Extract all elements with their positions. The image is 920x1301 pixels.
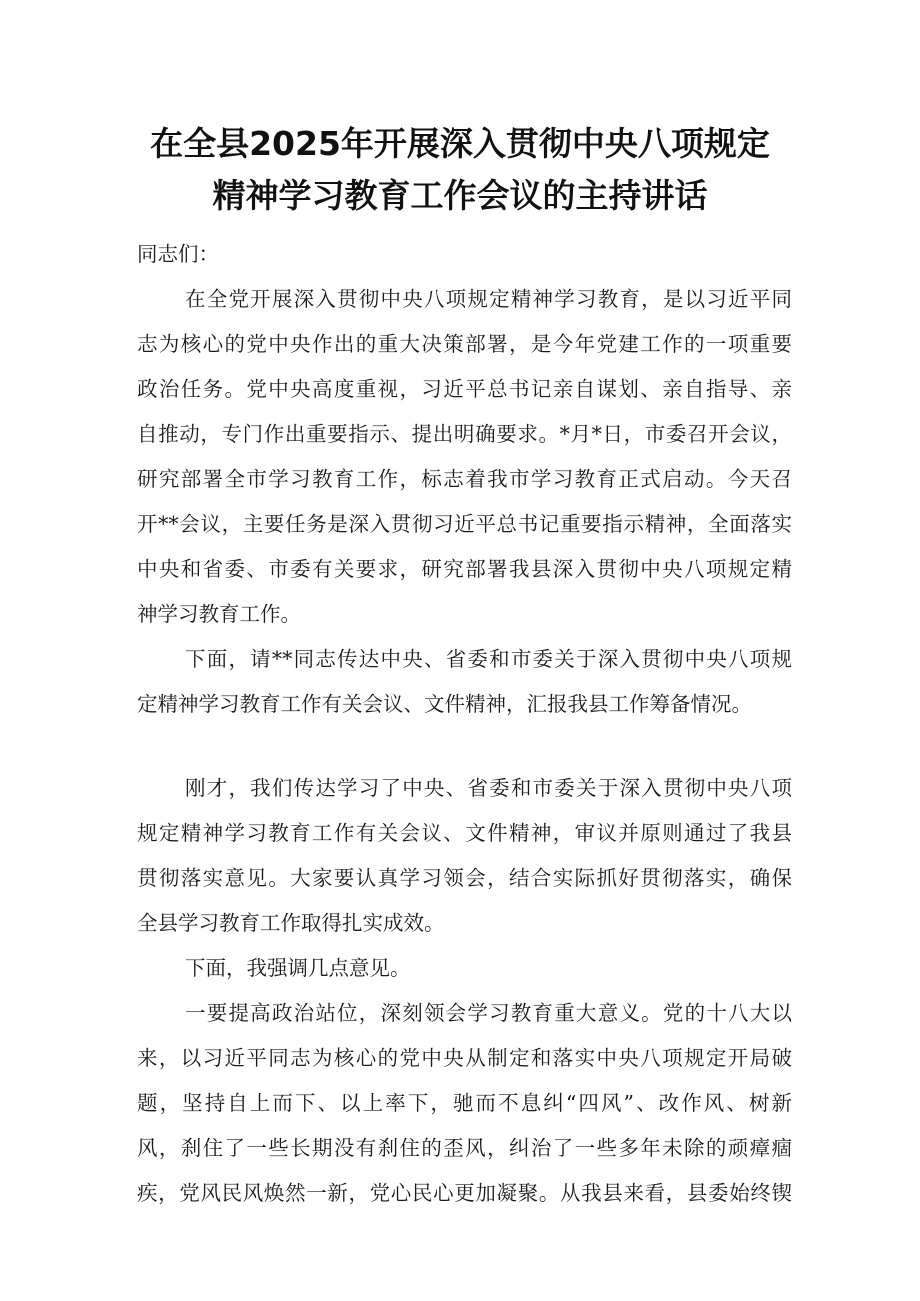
paragraph-5-line-1: 一要提高政治站位，深刻领会学习教育重大意义。党的十八大以 bbox=[185, 1001, 792, 1025]
paragraph-2-line-2: 定精神学习教育工作有关会议、文件精神，汇报我县工作筹备情况。 bbox=[137, 692, 752, 716]
paragraph-1-line-6: 开**会议，主要任务是深入贯彻习近平总书记重要指示精神，全面落实 bbox=[137, 512, 792, 536]
paragraph-1-line-8: 神学习教育工作。 bbox=[137, 602, 301, 626]
paragraph-3-line-1: 刚才，我们传达学习了中央、省委和市委关于深入贯彻中央八项 bbox=[185, 776, 792, 800]
salutation: 同志们： bbox=[137, 242, 219, 266]
paragraph-1-line-1: 在全党开展深入贯彻中央八项规定精神学习教育，是以习近平同 bbox=[185, 287, 792, 311]
document-title-line-2: 精神学习教育工作会议的主持讲话 bbox=[212, 176, 708, 215]
paragraph-1-line-2: 志为核心的党中央作出的重大决策部署，是今年党建工作的一项重要 bbox=[137, 332, 792, 356]
paragraph-5-line-3: 题，坚持自上而下、以上率下，驰而不息纠“四风”、改作风、树新 bbox=[137, 1091, 792, 1115]
document-title-line-1: 在全县2025年开展深入贯彻中央八项规定 bbox=[150, 124, 770, 163]
paragraph-2-line-1: 下面，请**同志传达中央、省委和市委关于深入贯彻中央八项规 bbox=[185, 647, 792, 671]
paragraph-4-line-1: 下面，我强调几点意见。 bbox=[185, 956, 411, 980]
paragraph-1-line-3: 政治任务。党中央高度重视，习近平总书记亲自谋划、亲自指导、亲 bbox=[137, 377, 792, 401]
paragraph-1-line-4: 自推动，专门作出重要指示、提出明确要求。*月*日，市委召开会议， bbox=[137, 422, 792, 446]
paragraph-1-line-5: 研究部署全市学习教育工作，标志着我市学习教育正式启动。今天召 bbox=[137, 467, 792, 491]
paragraph-1-line-7: 中央和省委、市委有关要求，研究部署我县深入贯彻中央八项规定精 bbox=[137, 557, 792, 581]
paragraph-5-line-2: 来，以习近平同志为核心的党中央从制定和落实中央八项规定开局破 bbox=[137, 1046, 792, 1070]
paragraph-3-line-2: 规定精神学习教育工作有关会议、文件精神，审议并原则通过了我县 bbox=[137, 821, 792, 845]
paragraph-3-line-3: 贯彻落实意见。大家要认真学习领会，结合实际抓好贯彻落实，确保 bbox=[137, 866, 792, 890]
paragraph-3-line-4: 全县学习教育工作取得扎实成效。 bbox=[137, 911, 445, 935]
paragraph-5-line-4: 风，刹住了一些长期没有刹住的歪风，纠治了一些多年未除的顽瘴痼 bbox=[137, 1136, 792, 1160]
paragraph-5-line-5: 疾，党风民风焕然一新，党心民心更加凝聚。从我县来看，县委始终锲 bbox=[137, 1181, 792, 1205]
